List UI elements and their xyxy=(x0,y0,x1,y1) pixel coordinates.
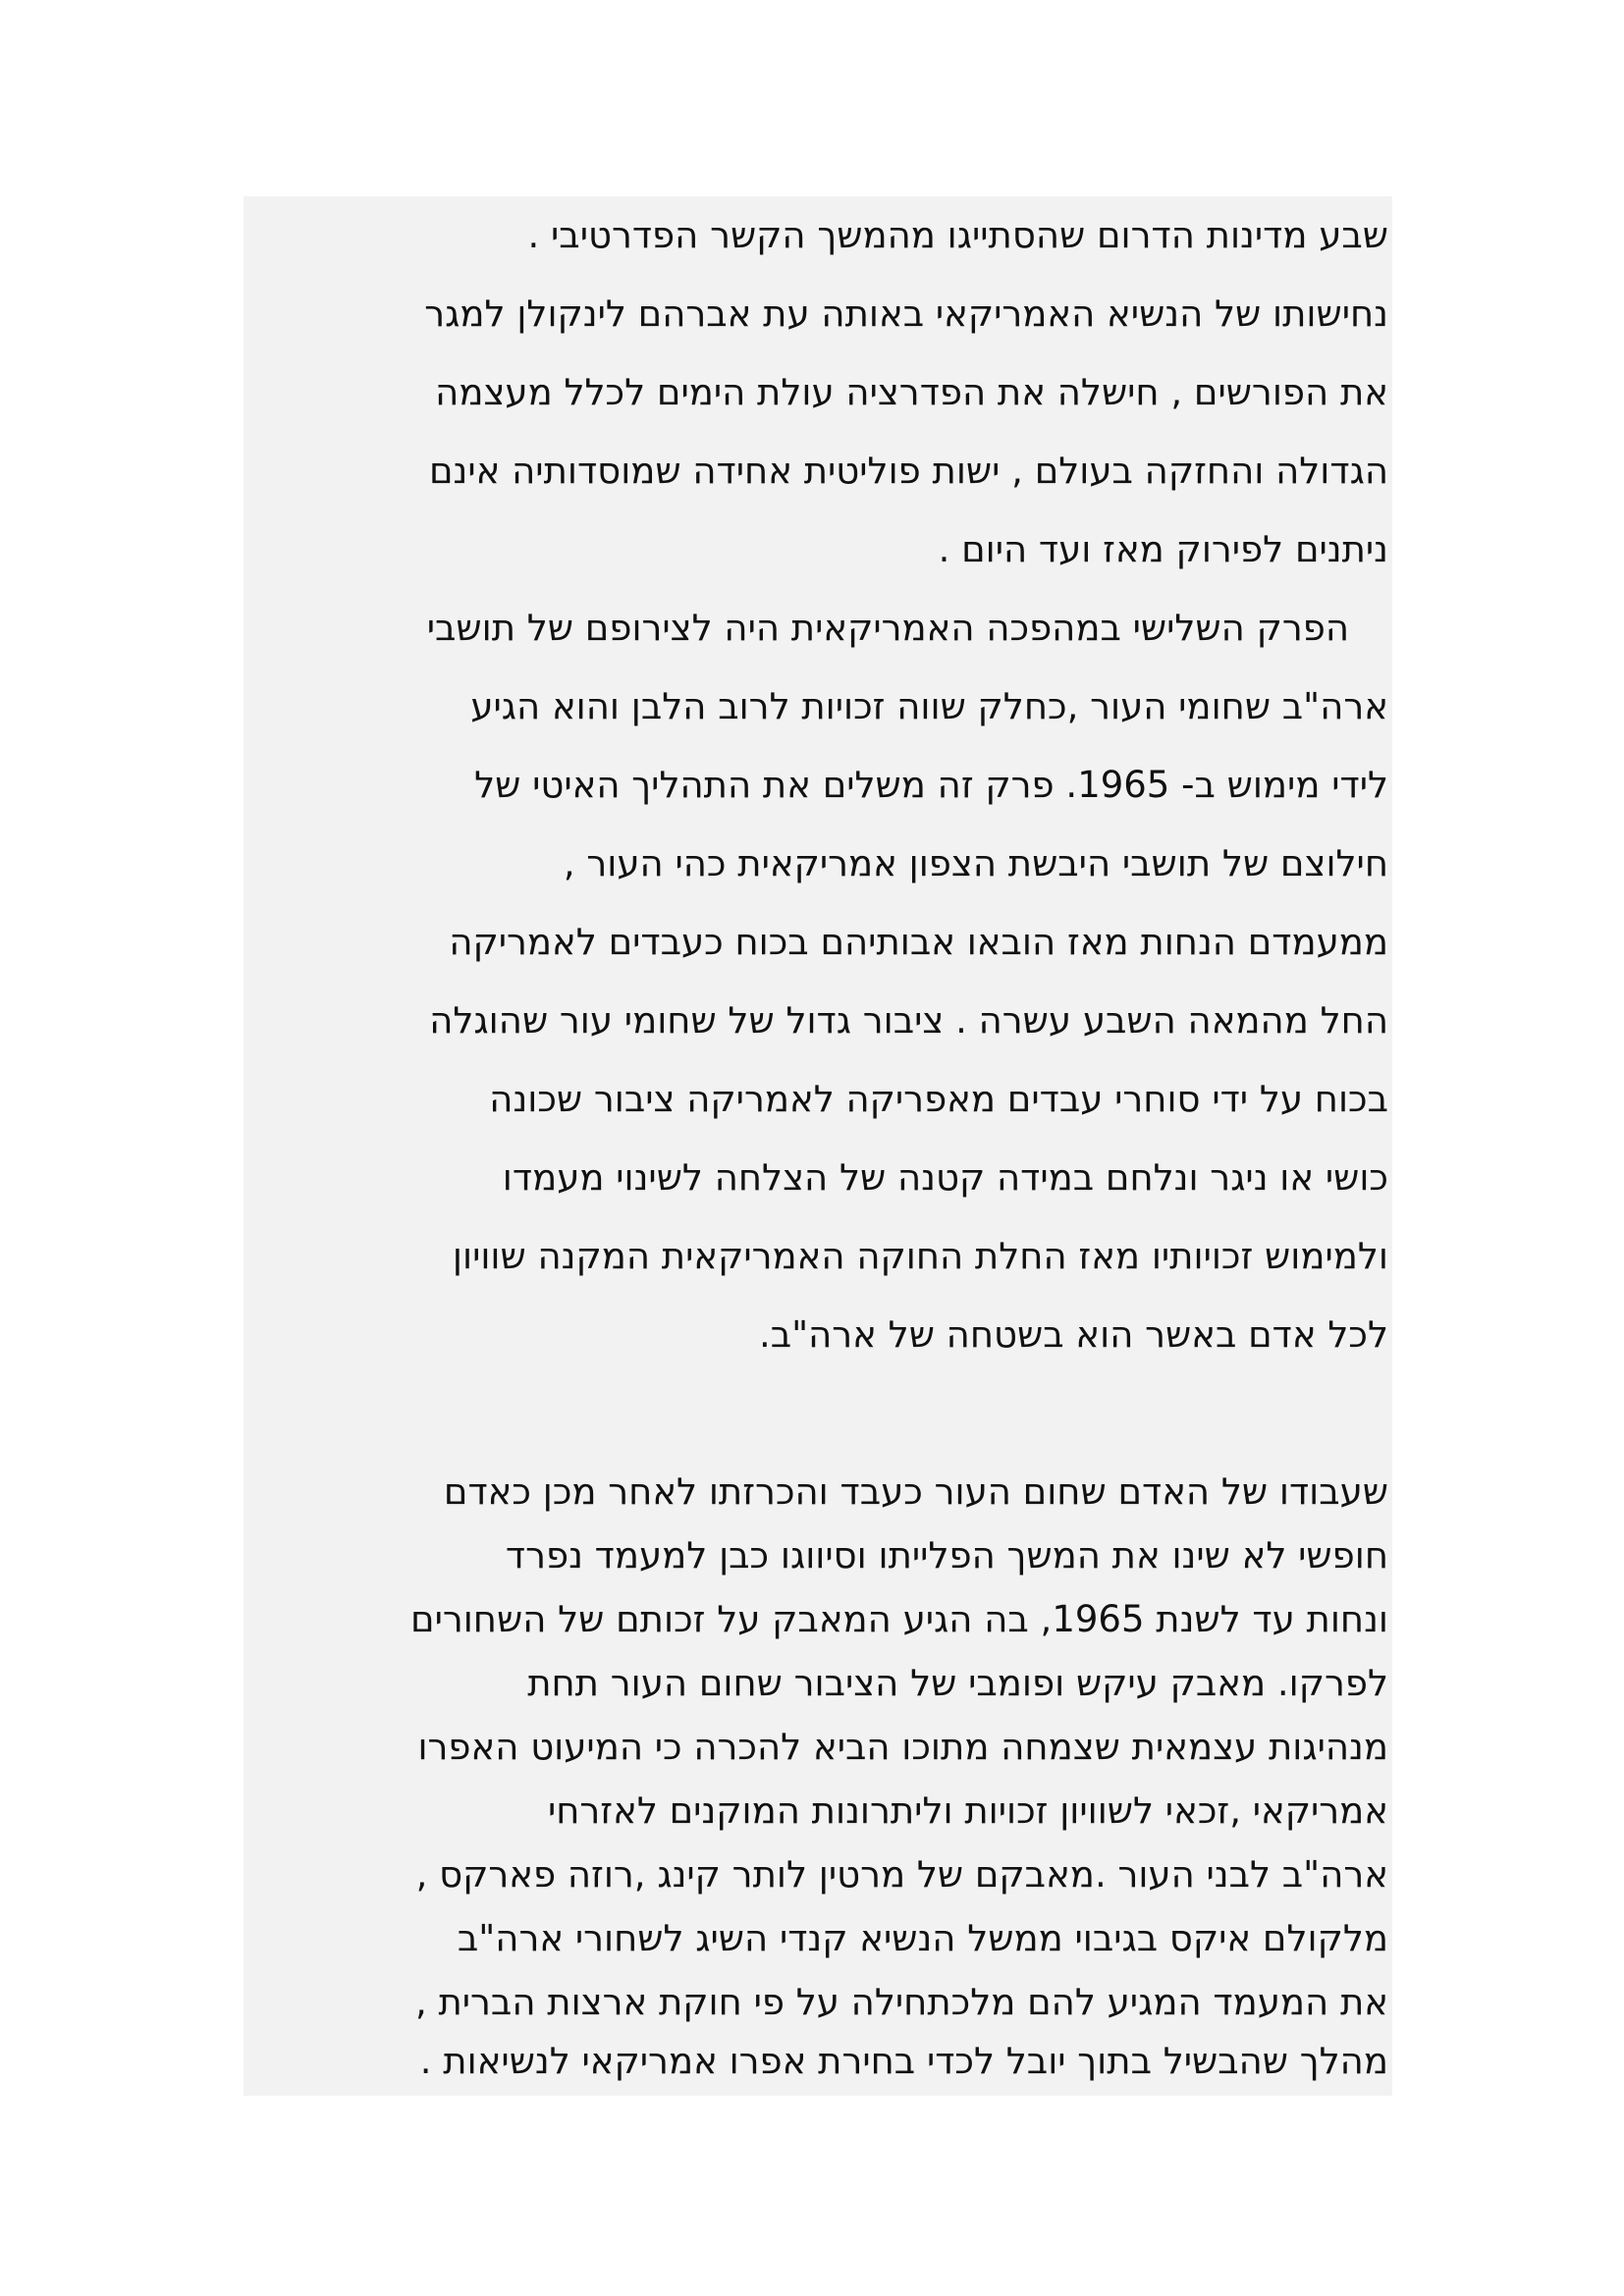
text-line: לידי מימוש ב- 1965. פרק זה משלים את התהליך האיטי של xyxy=(474,764,1388,806)
text-line: כושי או ניגר ונלחם במידה קטנה של הצלחה לשינוי מעמדו xyxy=(502,1156,1388,1199)
text-line: אמריקאי ,זכאי לשוויון זכויות וליתרונות המוקנים לאזרחי xyxy=(547,1789,1388,1832)
text-line: מנהיגות עצמאית שצמחה מתוכו הביא להכרה כי המיעוט האפרו xyxy=(417,1726,1388,1768)
text-line: ארה"ב שחומי העור ,כחלק שווה זכויות לרוב הלבן והוא הגיע xyxy=(470,685,1388,727)
text-line: בכוח על ידי סוחרי עבדים מאפריקה לאמריקה ציבור שכונה xyxy=(489,1078,1388,1120)
text-line: את הפורשים , חישלה את הפדרציה עולת הימים לכלל מעצמה xyxy=(435,371,1388,413)
text-line: ונחות עד לשנת 1965, בה הגיע המאבק על זכותם של השחורים xyxy=(410,1598,1388,1640)
text-line: ניתנים לפירוק מאז ועד היום . xyxy=(938,528,1388,570)
text-line: שבע מדינות הדרום שהסתייגו מהמשך הקשר הפדרטיבי . xyxy=(527,214,1388,256)
text-line: מהלך שהבשיל בתוך יובל לכדי בחירת אפרו אמריקאי לנשיאות . xyxy=(419,2040,1388,2082)
text-line: החל מהמאה השבע עשרה . ציבור גדול של שחומי עור שהוגלה xyxy=(429,999,1388,1041)
text-line: ממעמדם הנחות מאז הובאו אבותיהם בכוח כעבדים לאמריקה xyxy=(449,921,1388,963)
text-line: ארה"ב לבני העור .מאבקם של מרטין לותר קינג ,רוזה פארקס , xyxy=(415,1853,1388,1896)
text-line: הגדולה והחזקה בעולם , ישות פוליטית אחידה שמוסדותיה אינם xyxy=(429,450,1388,492)
text-line: לכל אדם באשר הוא בשטחה של ארה"ב. xyxy=(758,1313,1388,1356)
text-line: הפרק השלישי במהפכה האמריקאית היה לצירופם של תושבי xyxy=(426,607,1349,649)
text-line: נחישותו של הנשיא האמריקאי באותה עת אברהם לינקולן למגר xyxy=(424,293,1388,335)
text-line: מלקולם איקס בגיבוי ממשל הנשיא קנדי השיג לשחורי ארה"ב xyxy=(457,1917,1388,1959)
text-line: ולמימוש זכויותיו מאז החלת החוקה האמריקאית המקנה שוויון xyxy=(452,1235,1388,1277)
text-line: את המעמד המגיע להם מלכתחילה על פי חוקת ארצות הברית , xyxy=(414,1981,1388,2023)
text-line: חילוצם של תושבי היבשת הצפון אמריקאית כהי העור , xyxy=(563,842,1388,884)
text-line: חופשי לא שינו את המשך הפלייתו וסיווגו כבן למעמד נפרד xyxy=(505,1534,1388,1576)
document-text-block xyxy=(244,196,1392,2096)
text-line: שעבודו של האדם שחום העור כעבד והכרזתו לאחר מכן כאדם xyxy=(443,1470,1388,1513)
text-line: לפרקו. מאבק עיקש ופומבי של הציבור שחום העור תחת xyxy=(527,1662,1388,1704)
